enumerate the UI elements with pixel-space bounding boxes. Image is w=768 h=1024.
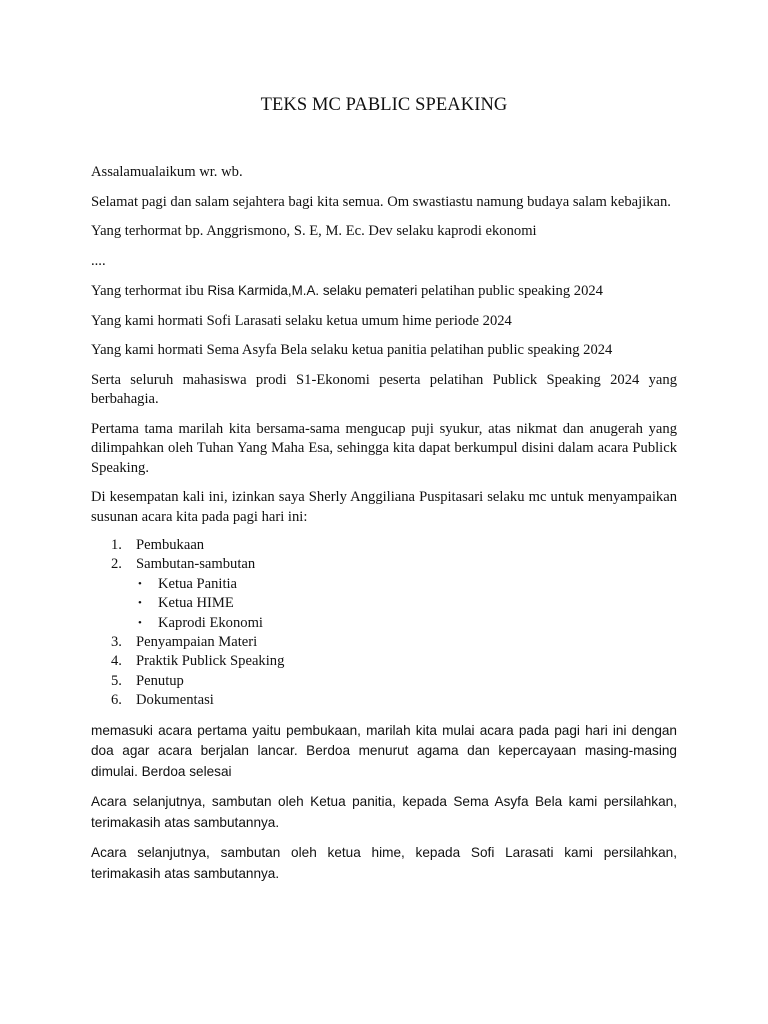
speech-hime-paragraph: Acara selanjutnya, sambutan oleh ketua hime, kepada Sofi Larasati kami persilahkan, terimakasih atas sambutannya.: [91, 845, 677, 881]
agenda-item: [91, 536, 677, 555]
agenda-label: Pembukaan: [136, 537, 205, 553]
agenda-item: [91, 672, 677, 691]
respected-speaker-name: Risa Karmida,M.A. selaku pemateri: [207, 283, 418, 298]
document-body: [91, 163, 677, 884]
agenda-list: [91, 536, 677, 711]
agenda-number: 4.: [111, 653, 122, 670]
gratitude-paragraph: Pertama tama marilah kita bersama-sama mengucap puji syukur, atas nikmat dan anugerah yang dilimpahkan oleh Tuhan Yang Maha Esa, sehingga kita dapat berkumpul disini dalam acara Publick Speaking.: [91, 420, 677, 476]
agenda-label: Dokumentasi: [136, 692, 214, 709]
respected-hime-line: Yang kami hormati Sofi Larasati selaku ketua umum hime periode 2024: [91, 312, 512, 329]
speech-label: Ketua Panitia: [158, 575, 238, 592]
agenda-number: 5.: [111, 672, 122, 689]
intro-paragraph: Di kesempatan kali ini, izinkan saya Sherly Anggiliana Puspitasari selaku mc untuk menyampaikan susunan acara kita pada pagi hari ini:: [91, 489, 677, 525]
ellipsis-line: ....: [91, 252, 106, 269]
agenda-item: [91, 691, 677, 710]
opening-paragraph: Selamat pagi dan salam sejahtera bagi kita semua. Om swastiastu namung budaya salam kebajikan.: [91, 193, 671, 210]
bullet-icon: •: [138, 597, 142, 610]
respected-speaker-suffix: pelatihan public speaking 2024: [417, 283, 603, 299]
agenda-number: 2.: [111, 556, 122, 573]
agenda-number: 3.: [111, 634, 122, 651]
agenda-item: [91, 633, 677, 652]
agenda-label: Penyampaian Materi: [136, 634, 258, 651]
speech-label: Kaprodi Ekonomi: [158, 614, 263, 631]
opening-prayer-paragraph: memasuki acara pertama yaitu pembukaan, marilah kita mulai acara pada pagi hari ini dengan doa agar acara berjalan lancar. Berdoa menurut agama dan kepercayaan masing-masing dimulai. Berdoa selesai: [91, 722, 677, 779]
speech-item: [136, 594, 677, 613]
speech-item: [136, 575, 677, 594]
agenda-label: Penutup: [136, 672, 184, 689]
speech-panitia-paragraph: Acara selanjutnya, sambutan oleh Ketua panitia, kepada Sema Asyfa Bela kami persilahkan, terimakasih atas sambutannya.: [91, 794, 677, 830]
agenda-number: 1.: [111, 537, 122, 553]
agenda-item: [91, 652, 677, 671]
agenda-label: Sambutan-sambutan: [136, 556, 256, 573]
respected-speaker-line: [91, 281, 677, 302]
speech-label: Ketua HIME: [158, 595, 234, 612]
audience-paragraph: Serta seluruh mahasiswa prodi S1-Ekonomi peserta pelatihan Publick Speaking 2024 yang berbahagia.: [91, 371, 677, 407]
speech-item: [136, 614, 677, 633]
document-title: TEKS MC PABLIC SPEAKING: [260, 95, 508, 115]
agenda-label: Praktik Publick Speaking: [136, 653, 285, 670]
bullet-icon: •: [138, 577, 142, 590]
agenda-number: 6.: [111, 692, 122, 709]
speech-sublist: [136, 575, 677, 633]
greeting-line: Assalamualaikum wr. wb.: [91, 164, 243, 180]
respected-panitia-line: Yang kami hormati Sema Asyfa Bela selaku ketua panitia pelatihan public speaking 2024: [91, 342, 613, 358]
bullet-icon: •: [138, 616, 142, 629]
respected-speaker-prefix: Yang terhormat ibu: [91, 283, 208, 299]
respected-kaprodi-line: Yang terhormat bp. Anggrismono, S. E, M. Ec. Dev selaku kaprodi ekonomi: [91, 223, 537, 239]
agenda-item: [91, 555, 677, 633]
